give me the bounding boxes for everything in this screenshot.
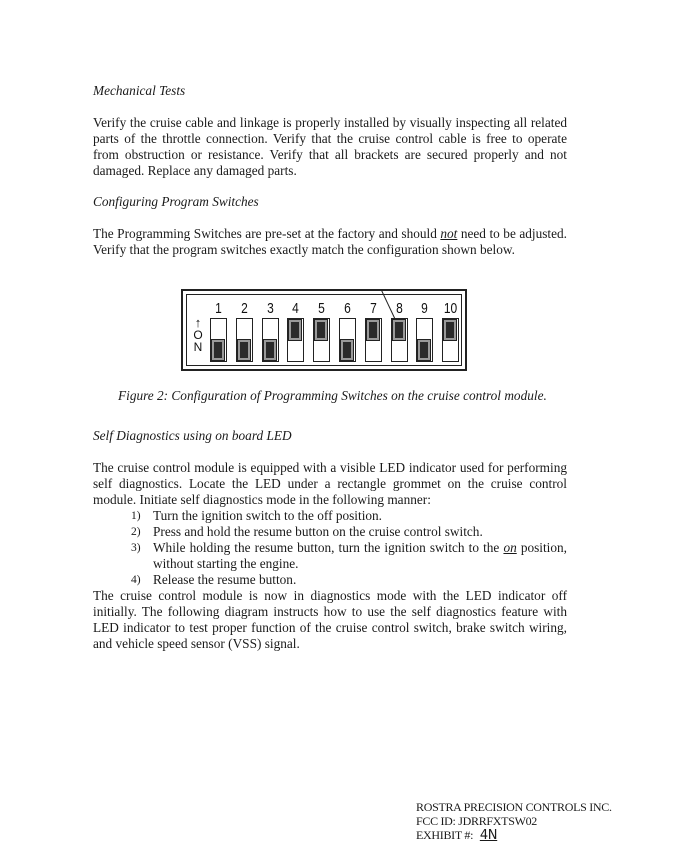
figure-caption: Figure 2: Configuration of Programming Switches on the cruise control module. bbox=[118, 388, 547, 403]
list-item bbox=[93, 524, 567, 540]
switch-number-label: 5 bbox=[318, 300, 325, 317]
on-letter-o: O bbox=[193, 328, 203, 342]
switch-knob-down bbox=[238, 340, 250, 360]
heading-self-diagnostics: Self Diagnostics using on board LED bbox=[93, 428, 292, 443]
on-indicator bbox=[193, 317, 203, 353]
heading-configuring-switches: Configuring Program Switches bbox=[93, 194, 259, 209]
dip-switch-3 bbox=[262, 318, 279, 362]
step-number: 4) bbox=[131, 574, 141, 586]
step-number: 1) bbox=[131, 510, 141, 522]
switch-number-label: 6 bbox=[344, 300, 351, 317]
paragraph-mechanical-tests: Verify the cruise cable and linkage is properly installed by visually inspecting all related parts of the throttle connection. Verify that the cruise control cable is free to operate from obstruction or resistance. Verify that all brackets are secured properly and not damaged. Replace any damaged parts. bbox=[93, 115, 567, 178]
switch-number-label: 10 bbox=[443, 300, 458, 317]
switch-number-label: 4 bbox=[292, 300, 299, 317]
paragraph-diagnostics-intro: The cruise control module is equipped with a visible LED indicator used for performing self diagnostics. Locate the LED under a rectangle grommet on the cruise control module. Initiate self diagnostics mode in the following manner: bbox=[93, 460, 567, 507]
switch-knob-down bbox=[341, 340, 353, 360]
switch-number-label: 1 bbox=[215, 300, 222, 317]
switch-knob-down bbox=[212, 340, 224, 360]
list-item bbox=[93, 540, 567, 572]
switch-knob-up bbox=[315, 320, 327, 340]
diagnostics-steps-list bbox=[93, 508, 567, 588]
dip-switch-figure bbox=[181, 289, 467, 371]
switch-number-label: 3 bbox=[267, 300, 274, 317]
switch-knob-up bbox=[289, 320, 301, 340]
dip-switch-7 bbox=[365, 318, 382, 362]
dip-switch-4 bbox=[287, 318, 304, 362]
step-number: 3) bbox=[131, 542, 141, 554]
paragraph-configuring-switches bbox=[93, 226, 567, 258]
step-text: Press and hold the resume button on the cruise control switch. bbox=[153, 524, 483, 539]
switch-knob-up bbox=[367, 320, 379, 340]
text-segment: The Programming Switches are pre-set at the factory and should bbox=[93, 226, 441, 241]
exhibit-value: 4N bbox=[479, 828, 498, 843]
footer-company: ROSTRA PRECISION CONTROLS INC. bbox=[416, 800, 612, 814]
dip-switch-5 bbox=[313, 318, 330, 362]
switch-number-label: 8 bbox=[396, 300, 403, 317]
switch-knob-down bbox=[418, 340, 430, 360]
emphasis-not: not bbox=[440, 226, 458, 241]
on-letter-n: N bbox=[193, 340, 203, 354]
step-text: Turn the ignition switch to the off position. bbox=[153, 508, 383, 523]
dip-switch-10 bbox=[442, 318, 459, 362]
footer-fcc-id: FCC ID: JDRRFXTSW02 bbox=[416, 814, 537, 828]
list-item bbox=[93, 572, 567, 588]
switch-knob-up bbox=[393, 320, 405, 340]
exhibit-label: EXHIBIT #: bbox=[416, 828, 474, 842]
diagnostics-body bbox=[93, 460, 567, 652]
dip-switch-6 bbox=[339, 318, 356, 362]
list-item bbox=[93, 508, 567, 524]
step-text: position, without starting the engine. bbox=[153, 540, 568, 571]
switch-number-label: 2 bbox=[241, 300, 248, 317]
switch-knob-up bbox=[444, 320, 456, 340]
step-number: 2) bbox=[131, 526, 141, 538]
dip-switch-1 bbox=[210, 318, 227, 362]
emphasis-on: on bbox=[503, 540, 517, 555]
switch-number-label: 7 bbox=[370, 300, 377, 317]
dip-switch-8 bbox=[391, 318, 408, 362]
footer-exhibit bbox=[416, 828, 612, 843]
up-arrow-icon: ↑ bbox=[194, 315, 202, 330]
step-text: Release the resume button. bbox=[153, 572, 297, 587]
text-segment: need to be adjusted. Verify that the program switches exactly match the configuration shown below. bbox=[93, 226, 567, 257]
paragraph-diagnostics-closing: The cruise control module is now in diagnostics mode with the LED indicator off initially. The following diagram instructs how to use the self diagnostics feature with LED indicator to test proper function of the cruise control switch, brake switch wiring, and vehicle speed sensor (VSS) signal. bbox=[93, 588, 567, 651]
dip-switch-2 bbox=[236, 318, 253, 362]
heading-mechanical-tests: Mechanical Tests bbox=[93, 83, 186, 98]
step-text: While holding the resume button, turn the ignition switch to the bbox=[153, 540, 504, 555]
dip-switch-9 bbox=[416, 318, 433, 362]
footer-stamp bbox=[416, 800, 612, 843]
switch-number-label: 9 bbox=[421, 300, 428, 317]
switch-knob-down bbox=[264, 340, 276, 360]
